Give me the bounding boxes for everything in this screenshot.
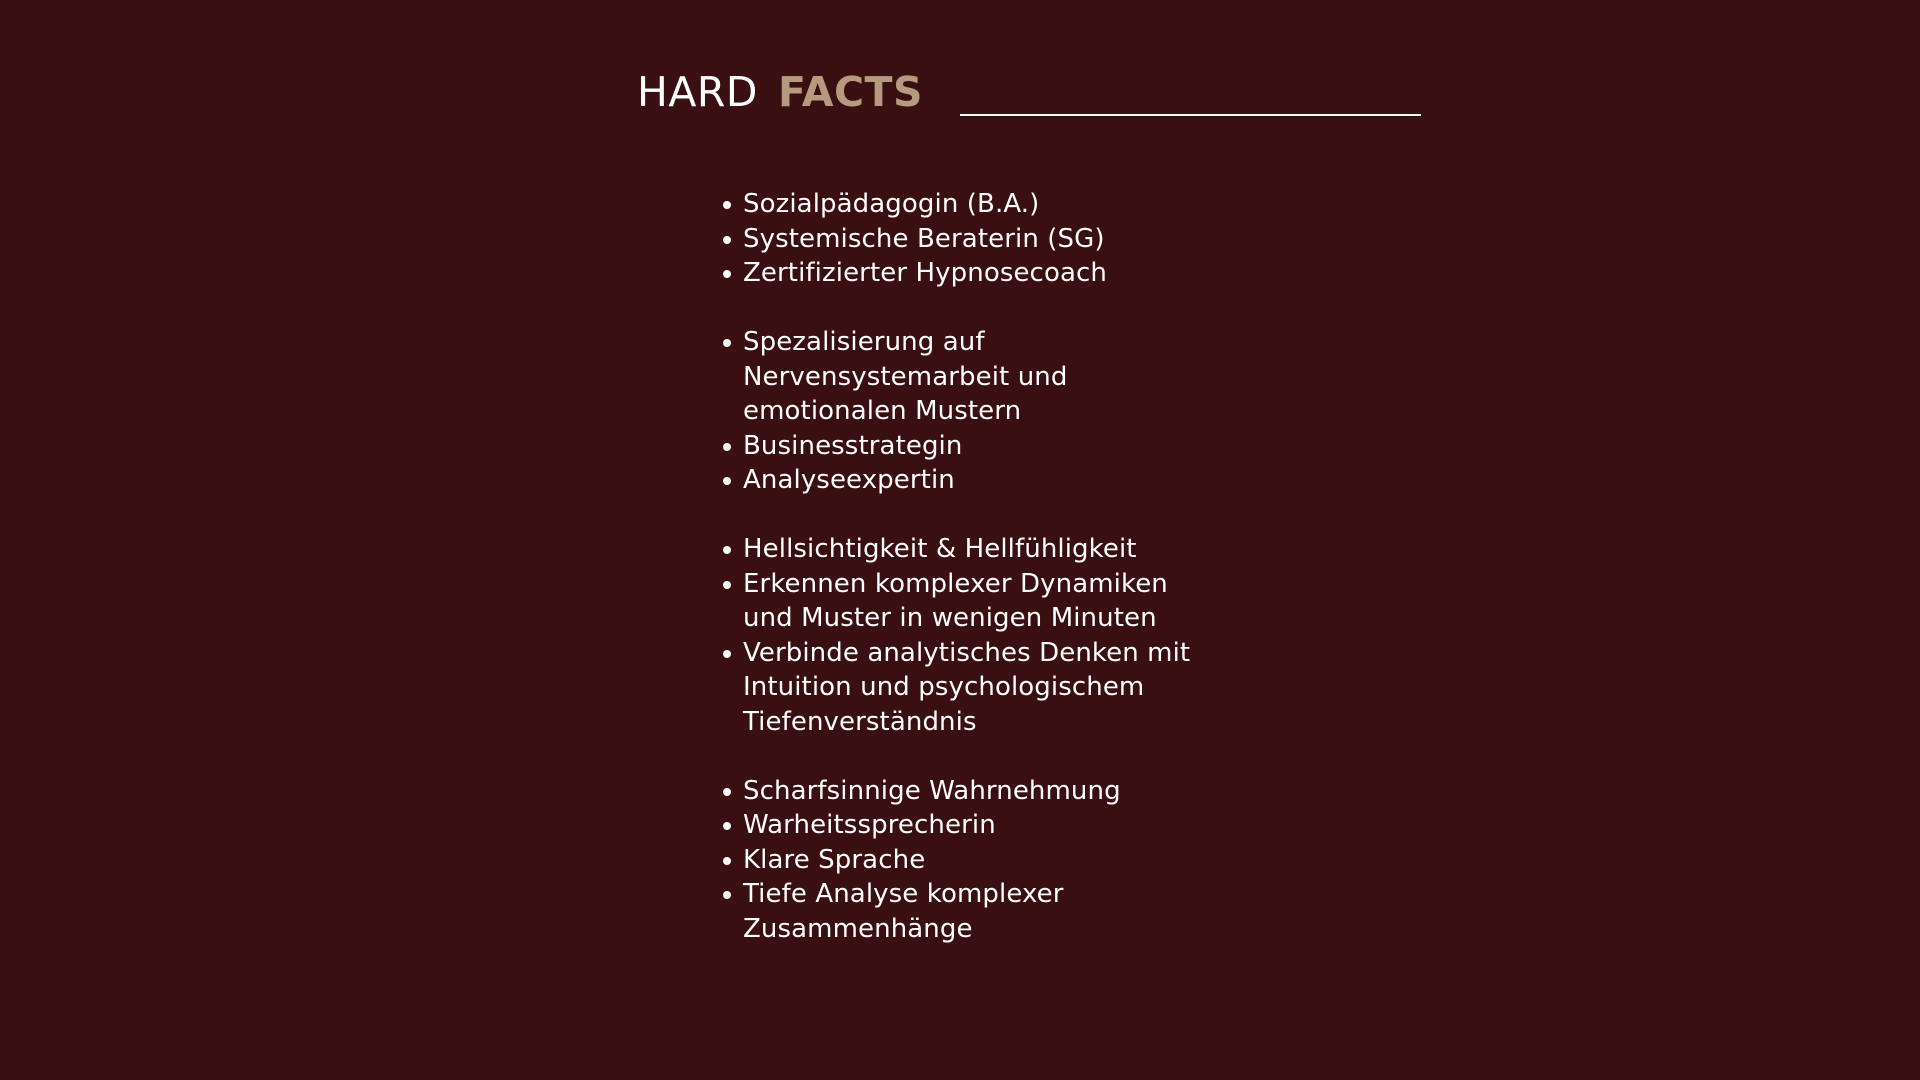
- fact-item: Systemische Beraterin (SG): [743, 222, 1283, 257]
- fact-item: Klare Sprache: [743, 843, 1283, 878]
- fact-item: Scharfsinnige Wahrnehmung: [743, 774, 1283, 809]
- fact-item: Hellsichtigkeit & Hellfühligkeit: [743, 532, 1283, 567]
- fact-item: Analyseexpertin: [743, 463, 1283, 498]
- fact-item: Spezalisierung auf Nervensystemarbeit und emotionalen Mustern: [743, 325, 1223, 429]
- title-underline-divider: [960, 114, 1421, 116]
- fact-item: Sozialpädagogin (B.A.): [743, 187, 1283, 222]
- fact-item: Zertifizierter Hypnosecoach: [743, 256, 1283, 291]
- facts-group-intuition: [743, 532, 1283, 739]
- fact-item: Verbinde analytisches Denken mit Intuition und psychologischem Tiefenverständnis: [743, 636, 1193, 740]
- facts-group-qualifications: [743, 187, 1283, 291]
- fact-item: Businesstrategin: [743, 429, 1283, 464]
- facts-list: [743, 187, 1283, 946]
- fact-item: Warheitssprecherin: [743, 808, 1283, 843]
- facts-group-specialization: [743, 325, 1283, 498]
- facts-group-perception: [743, 774, 1283, 947]
- title-word-hard: HARD: [637, 68, 758, 116]
- fact-item: Erkennen komplexer Dynamiken und Muster in wenigen Minuten: [743, 567, 1223, 636]
- page-title: [637, 66, 923, 118]
- title-word-facts: FACTS: [777, 68, 924, 116]
- fact-item: Tiefe Analyse komplexer Zusammenhänge: [743, 877, 1123, 946]
